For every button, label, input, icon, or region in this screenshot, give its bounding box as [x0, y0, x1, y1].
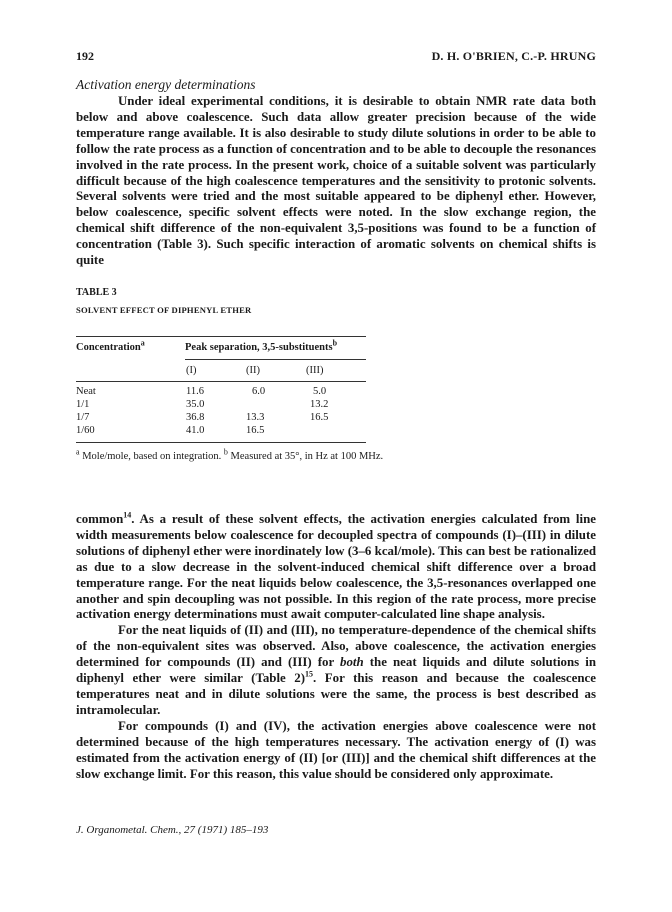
page-number: 192: [76, 49, 94, 63]
section-title: Activation energy determinations: [76, 77, 256, 92]
table-cell: 16.5: [310, 412, 329, 423]
journal-citation-footer: J. Organometal. Chem., 27 (1971) 185–193: [76, 824, 269, 836]
table-cell-concentration: Neat: [76, 386, 96, 397]
table-3: [76, 287, 376, 315]
table-subheader: (III): [306, 365, 324, 376]
body-text-continued: [76, 512, 596, 782]
table-cell-concentration: 1/60: [76, 425, 95, 436]
running-header: [76, 49, 596, 65]
table-cell: 16.5: [246, 425, 265, 436]
table-subheader: (I): [186, 365, 197, 376]
paragraph: Under ideal experimental conditions, it is desirable to obtain NMR rate data both below and above coalescence. Such data allow greater precision because of the wide temperature range available. It is also desirable to study dilute solutions in order to be able to follow the rate process as a function of concentration and to be able to decouple the resonances involved in the rate process. In the present work, choice of a suitable solvent was particularly difficult because of the high coalescence temperatures and the sensitivity to protonic solvents. Several solvents were tried and the most suitable appeared to be diphenyl ether. However, below coalescence, specific solvent effects were noted. In the slow exchange region, the chemical shift difference of the non-equivalent 3,5-positions was found to be a function of concentration (Table 3). Such specific interaction of aromatic solvents on chemical shifts is quite: [76, 94, 596, 268]
table-header-rule: [76, 381, 366, 382]
table-cell: 35.0: [186, 399, 205, 410]
table-cell: 41.0: [186, 425, 205, 436]
table-cell: 6.0: [252, 386, 266, 397]
body-paragraph-intro: [76, 94, 596, 269]
table-cell: 13.2: [310, 399, 329, 410]
table-spanner-rule: [185, 359, 366, 360]
running-head-authors: D. H. O'BRIEN, C.-P. HRUNG: [431, 49, 596, 63]
paragraph-continuation: common$^{14}$. As a result of these solvent effects, the activation energies calculated from line width measurements below coalescence for decoupled spectra of compounds (I)–(III) in dilute solutions of diphenyl ether were inordinately low (3–6 kcal/mole). This can best be rationalized as due to a slow decrease in the solvent-induced chemical shift difference over a broad temperature range. For the neat liquids below coalescence, the 3,5-resonances overlapped one another and spin decoupling was not possible. In this region of the rate process, more precise activation energy determinations must await computer-calculated line shape analysis.: [76, 510, 596, 622]
table-label: TABLE 3: [76, 287, 117, 298]
table-cell: 36.8: [186, 412, 205, 423]
table-footnote: $^a$ Mole/mole, based on integration. $^b$ Measured at 35°, in Hz at 100 MHz.: [76, 447, 384, 462]
table-header-concentration: Concentration$^a$: [76, 338, 145, 353]
reference-mark: 15: [305, 669, 314, 679]
table-top-rule: [76, 336, 366, 337]
table-cell: 11.6: [186, 386, 204, 397]
table-cell-concentration: 1/7: [76, 412, 90, 423]
table-cell-concentration: 1/1: [76, 399, 90, 410]
reference-mark: 14: [123, 510, 132, 520]
table-bottom-rule: [76, 442, 366, 443]
table-cell: 13.3: [246, 412, 265, 423]
table-header-peak-separation: Peak separation, 3,5-substituents$^b$: [185, 338, 338, 353]
table-cell: 5.0: [313, 386, 327, 397]
table-subheader: (II): [246, 365, 260, 376]
paragraph-neat-liquids: For the neat liquids of (II) and (III), no temperature-dependence of the chemical shifts of the non-equivalent sites was observed. Also, above coalescence, the activation energies determined for compounds (II) and (III) for both the neat liquids and dilute solutions in diphenyl ether were similar (Table 2)$^{15}$. For this reason and because the coalescence temperatures neat and in dilute solutions were the same, the process is best described as intramolecular.: [76, 623, 596, 717]
table-caption: SOLVENT EFFECT OF DIPHENYL ETHER: [76, 305, 252, 315]
paragraph-compounds: For compounds (I) and (IV), the activation energies above coalescence were not determined because of the high temperatures necessary. The activation energy of (I) was estimated from the activation energy of (II) [or (III)] and the chemical shift differences at the slow exchange limit. For this reason, this value should be considered only approximate.: [76, 718, 596, 781]
